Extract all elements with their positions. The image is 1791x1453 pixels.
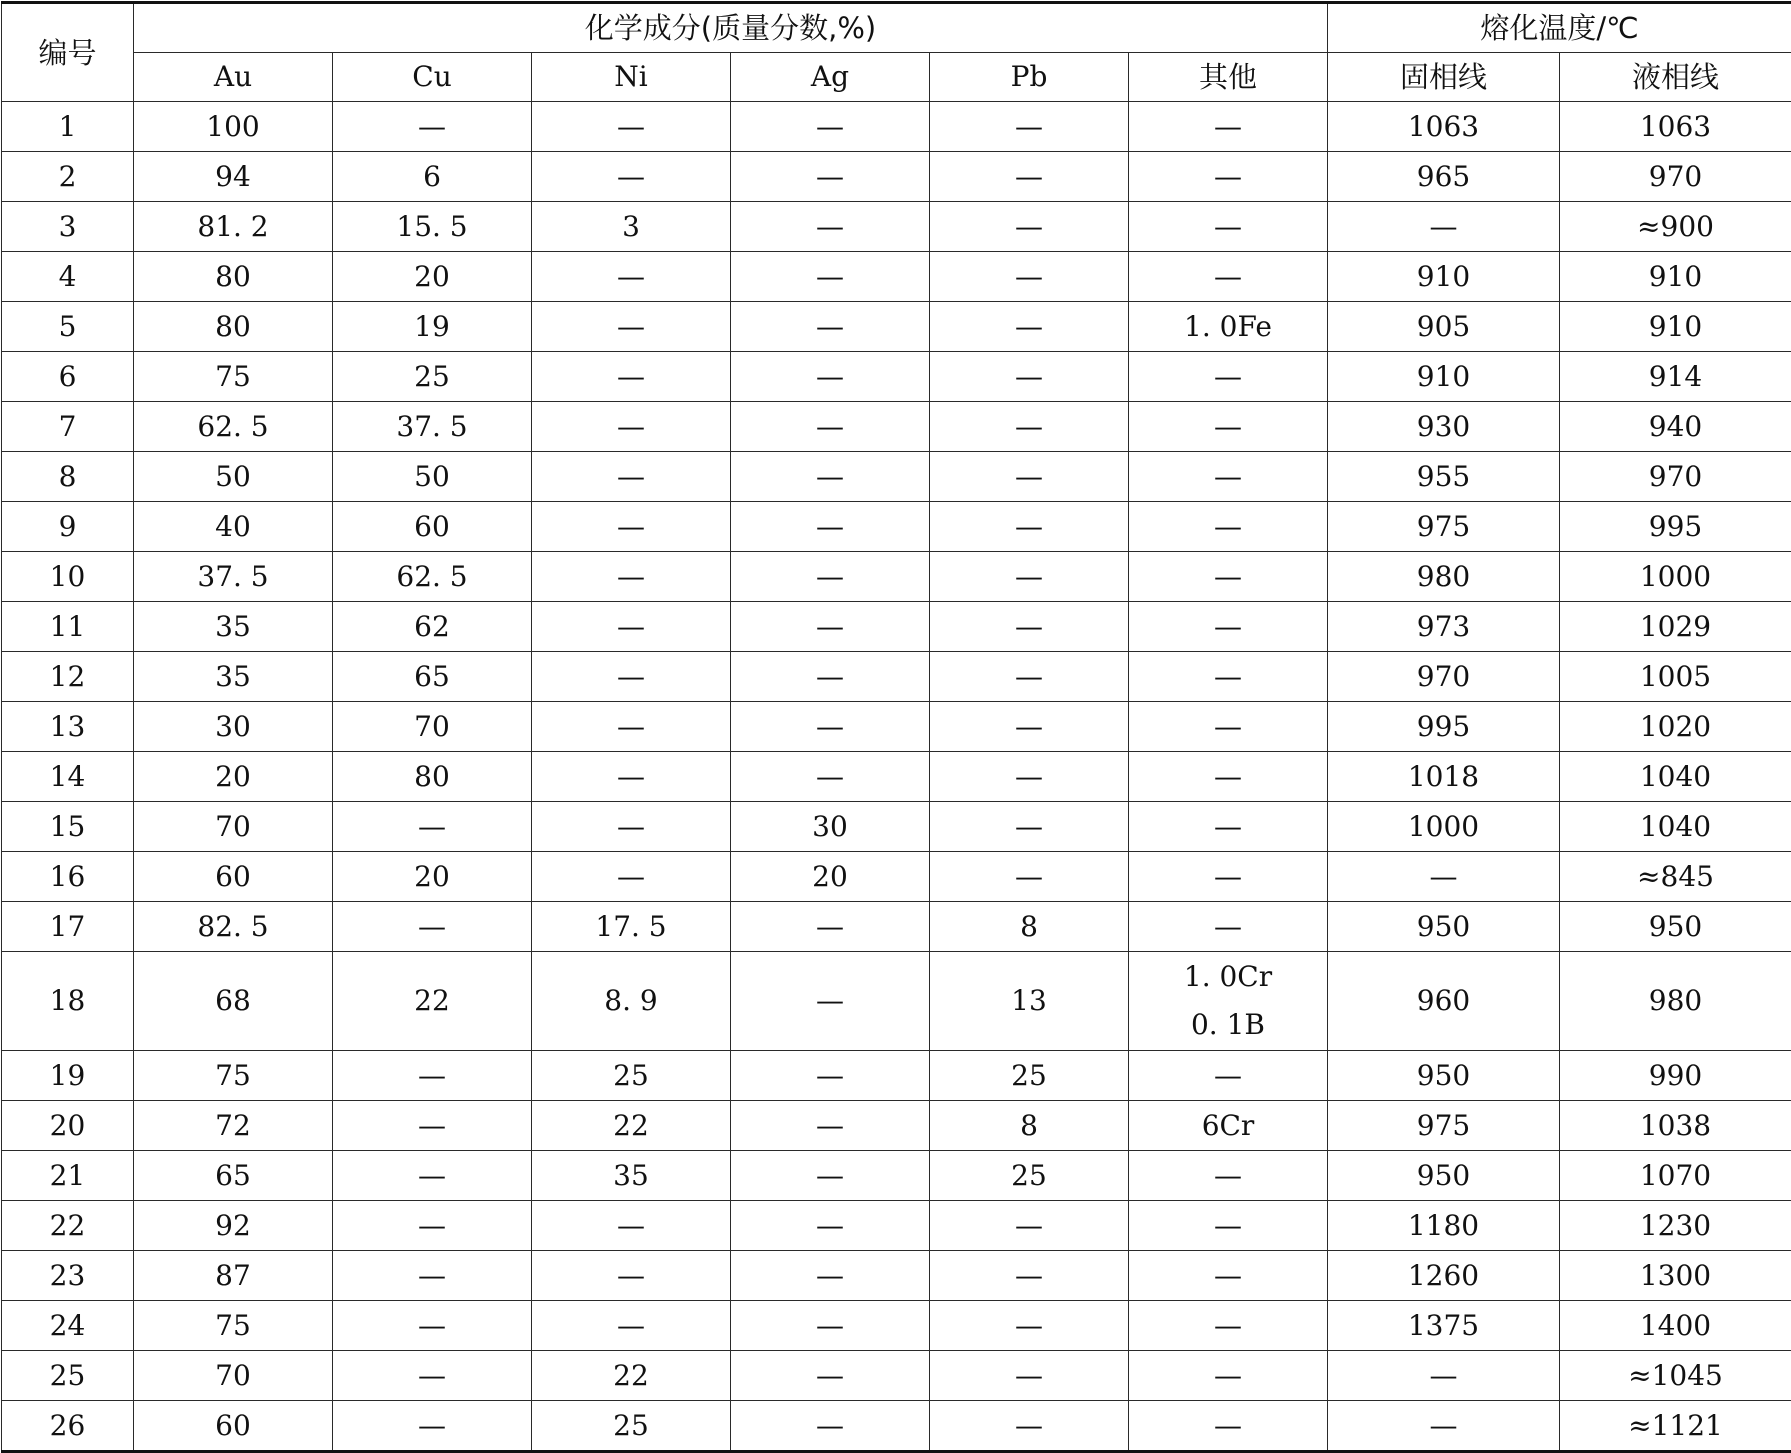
cell-ag: — [731, 752, 930, 802]
cell-liquidus: 1005 [1560, 652, 1791, 702]
header-ag: Ag [731, 53, 930, 102]
cell-number: 25 [2, 1351, 134, 1401]
cell-ni: — [532, 352, 731, 402]
table-row [2, 1401, 1791, 1452]
cell-number: 23 [2, 1251, 134, 1301]
cell-cu: — [333, 1401, 532, 1452]
cell-other [1129, 952, 1328, 1051]
cell-ag: — [731, 152, 930, 202]
table-row [2, 202, 1791, 252]
cell-other: — [1129, 102, 1328, 152]
cell-cu: — [333, 1251, 532, 1301]
cell-solidus: 960 [1328, 952, 1560, 1051]
cell-au: 100 [134, 102, 333, 152]
cell-other: — [1129, 1301, 1328, 1351]
cell-solidus: 973 [1328, 602, 1560, 652]
cell-cu: 20 [333, 252, 532, 302]
table-row [2, 902, 1791, 952]
cell-pb: — [930, 652, 1129, 702]
cell-au: 82. 5 [134, 902, 333, 952]
table-row [2, 652, 1791, 702]
cell-other: — [1129, 252, 1328, 302]
cell-other: 1. 0Fe [1129, 302, 1328, 352]
cell-number: 5 [2, 302, 134, 352]
cell-pb: — [930, 302, 1129, 352]
cell-number: 3 [2, 202, 134, 252]
cell-other: — [1129, 1051, 1328, 1101]
cell-solidus: 1260 [1328, 1251, 1560, 1301]
cell-cu: — [333, 1051, 532, 1101]
cell-ag: — [731, 352, 930, 402]
cell-number: 12 [2, 652, 134, 702]
cell-pb: — [930, 552, 1129, 602]
cell-ni: — [532, 452, 731, 502]
cell-solidus: 950 [1328, 1051, 1560, 1101]
cell-number: 11 [2, 602, 134, 652]
cell-other: — [1129, 152, 1328, 202]
table-row [2, 852, 1791, 902]
cell-pb: — [930, 1301, 1129, 1351]
cell-liquidus: 970 [1560, 152, 1791, 202]
cell-liquidus: 940 [1560, 402, 1791, 452]
cell-other: — [1129, 1401, 1328, 1452]
header-au: Au [134, 53, 333, 102]
cell-other: 6Cr [1129, 1101, 1328, 1151]
cell-ni: — [532, 602, 731, 652]
cell-liquidus: 1070 [1560, 1151, 1791, 1201]
cell-ag: — [731, 652, 930, 702]
cell-cu: — [333, 102, 532, 152]
cell-ni: — [532, 802, 731, 852]
table-row [2, 1151, 1791, 1201]
cell-cu: 15. 5 [333, 202, 532, 252]
cell-cu: 19 [333, 302, 532, 352]
cell-liquidus: 1020 [1560, 702, 1791, 752]
cell-solidus: 950 [1328, 1151, 1560, 1201]
cell-other: — [1129, 1251, 1328, 1301]
table-row [2, 502, 1791, 552]
cell-other: — [1129, 702, 1328, 752]
cell-au: 62. 5 [134, 402, 333, 452]
cell-liquidus: 1230 [1560, 1201, 1791, 1251]
table-row [2, 602, 1791, 652]
cell-au: 35 [134, 602, 333, 652]
alloy-table-container [1, 1, 1790, 1453]
cell-other: — [1129, 602, 1328, 652]
cell-cu: 25 [333, 352, 532, 402]
cell-ag: — [731, 1351, 930, 1401]
cell-ni: 17. 5 [532, 902, 731, 952]
header-liquidus: 液相线 [1560, 53, 1791, 102]
cell-pb: — [930, 252, 1129, 302]
cell-ni: — [532, 1301, 731, 1351]
cell-au: 80 [134, 252, 333, 302]
table-row [2, 802, 1791, 852]
cell-cu: 22 [333, 952, 532, 1051]
cell-ag: — [731, 1051, 930, 1101]
cell-ag: — [731, 452, 930, 502]
cell-liquidus: 1300 [1560, 1251, 1791, 1301]
cell-line: 0. 1B [1129, 1001, 1327, 1049]
cell-liquidus: 995 [1560, 502, 1791, 552]
cell-liquidus: 1038 [1560, 1101, 1791, 1151]
cell-other: — [1129, 452, 1328, 502]
table-row [2, 1101, 1791, 1151]
cell-number: 14 [2, 752, 134, 802]
cell-solidus: 995 [1328, 702, 1560, 752]
cell-pb: — [930, 802, 1129, 852]
cell-ag: — [731, 302, 930, 352]
cell-number: 8 [2, 452, 134, 502]
cell-solidus: 930 [1328, 402, 1560, 452]
cell-ag: — [731, 702, 930, 752]
cell-liquidus: 1063 [1560, 102, 1791, 152]
cell-pb: 25 [930, 1151, 1129, 1201]
cell-liquidus: 950 [1560, 902, 1791, 952]
cell-solidus: 975 [1328, 502, 1560, 552]
table-header [2, 3, 1791, 102]
cell-ag: 30 [731, 802, 930, 852]
cell-liquidus: ≈1121 [1560, 1401, 1791, 1452]
cell-cu: — [333, 1151, 532, 1201]
table-row [2, 452, 1791, 502]
cell-liquidus: 990 [1560, 1051, 1791, 1101]
cell-number: 15 [2, 802, 134, 852]
table-row [2, 1051, 1791, 1101]
cell-liquidus: ≈900 [1560, 202, 1791, 252]
cell-cu: — [333, 1101, 532, 1151]
cell-ni: — [532, 402, 731, 452]
cell-pb: — [930, 152, 1129, 202]
cell-au: 65 [134, 1151, 333, 1201]
cell-au: 70 [134, 802, 333, 852]
cell-au: 75 [134, 1051, 333, 1101]
cell-solidus: 970 [1328, 652, 1560, 702]
cell-liquidus: 910 [1560, 252, 1791, 302]
cell-ag: — [731, 102, 930, 152]
cell-ni: — [532, 1201, 731, 1251]
cell-liquidus: 910 [1560, 302, 1791, 352]
header-other: 其他 [1129, 53, 1328, 102]
cell-cu: 80 [333, 752, 532, 802]
cell-number: 4 [2, 252, 134, 302]
header-pb: Pb [930, 53, 1129, 102]
cell-ag: — [731, 902, 930, 952]
cell-liquidus: 1400 [1560, 1301, 1791, 1351]
cell-au: 72 [134, 1101, 333, 1151]
cell-solidus: 1375 [1328, 1301, 1560, 1351]
cell-number: 21 [2, 1151, 134, 1201]
cell-other: — [1129, 902, 1328, 952]
cell-pb: — [930, 502, 1129, 552]
cell-liquidus: 1000 [1560, 552, 1791, 602]
cell-ag: — [731, 252, 930, 302]
cell-other: — [1129, 1151, 1328, 1201]
cell-ni: 22 [532, 1101, 731, 1151]
cell-number: 20 [2, 1101, 134, 1151]
cell-solidus: 910 [1328, 252, 1560, 302]
cell-solidus: 950 [1328, 902, 1560, 952]
cell-au: 68 [134, 952, 333, 1051]
cell-pb: — [930, 1201, 1129, 1251]
cell-solidus: 1018 [1328, 752, 1560, 802]
cell-cu: 37. 5 [333, 402, 532, 452]
table-body [2, 102, 1791, 1452]
cell-cu: 65 [333, 652, 532, 702]
cell-au: 30 [134, 702, 333, 752]
cell-line: 1. 0Cr [1129, 953, 1327, 1001]
cell-ni: 8. 9 [532, 952, 731, 1051]
cell-solidus: 1180 [1328, 1201, 1560, 1251]
cell-other: — [1129, 402, 1328, 452]
cell-ni: — [532, 852, 731, 902]
cell-solidus: 955 [1328, 452, 1560, 502]
cell-ni: 25 [532, 1401, 731, 1452]
cell-au: 60 [134, 1401, 333, 1452]
cell-solidus: 975 [1328, 1101, 1560, 1151]
cell-other: — [1129, 652, 1328, 702]
cell-pb: — [930, 352, 1129, 402]
cell-other: — [1129, 352, 1328, 402]
cell-solidus: 980 [1328, 552, 1560, 602]
cell-liquidus: 1040 [1560, 802, 1791, 852]
cell-ag: — [731, 1251, 930, 1301]
table-row [2, 752, 1791, 802]
cell-number: 9 [2, 502, 134, 552]
cell-ag: — [731, 1201, 930, 1251]
cell-number: 18 [2, 952, 134, 1051]
cell-au: 75 [134, 1301, 333, 1351]
cell-other: — [1129, 1351, 1328, 1401]
cell-pb: — [930, 602, 1129, 652]
cell-cu: — [333, 802, 532, 852]
cell-ag: — [731, 202, 930, 252]
cell-number: 7 [2, 402, 134, 452]
cell-ag: — [731, 602, 930, 652]
cell-other: — [1129, 1201, 1328, 1251]
cell-pb: — [930, 102, 1129, 152]
cell-ni: — [532, 702, 731, 752]
cell-pb: — [930, 202, 1129, 252]
cell-ni: — [532, 502, 731, 552]
cell-pb: 8 [930, 902, 1129, 952]
table-row [2, 302, 1791, 352]
cell-cu: — [333, 1201, 532, 1251]
cell-other: — [1129, 502, 1328, 552]
cell-other: — [1129, 752, 1328, 802]
cell-cu: 70 [333, 702, 532, 752]
cell-ni: — [532, 102, 731, 152]
cell-liquidus: 1029 [1560, 602, 1791, 652]
cell-pb: — [930, 752, 1129, 802]
cell-ag: — [731, 552, 930, 602]
table-row [2, 552, 1791, 602]
table-row [2, 952, 1791, 1051]
cell-ni: 35 [532, 1151, 731, 1201]
table-row [2, 102, 1791, 152]
cell-ni: 3 [532, 202, 731, 252]
cell-other: — [1129, 552, 1328, 602]
cell-pb: — [930, 702, 1129, 752]
alloy-composition-table [1, 1, 1791, 1453]
cell-ni: — [532, 252, 731, 302]
cell-other: — [1129, 852, 1328, 902]
cell-number: 26 [2, 1401, 134, 1452]
cell-cu: 50 [333, 452, 532, 502]
cell-solidus: 910 [1328, 352, 1560, 402]
cell-solidus: — [1328, 1351, 1560, 1401]
cell-pb: — [930, 452, 1129, 502]
header-ni: Ni [532, 53, 731, 102]
cell-cu: — [333, 902, 532, 952]
header-melting-group: 熔化温度/℃ [1328, 3, 1791, 53]
cell-other: — [1129, 802, 1328, 852]
header-cu: Cu [333, 53, 532, 102]
cell-number: 24 [2, 1301, 134, 1351]
cell-cu: 62. 5 [333, 552, 532, 602]
header-solidus: 固相线 [1328, 53, 1560, 102]
cell-number: 22 [2, 1201, 134, 1251]
cell-au: 40 [134, 502, 333, 552]
cell-au: 87 [134, 1251, 333, 1301]
cell-cu: 60 [333, 502, 532, 552]
cell-number: 17 [2, 902, 134, 952]
table-row [2, 352, 1791, 402]
cell-pb: 13 [930, 952, 1129, 1051]
cell-ni: — [532, 652, 731, 702]
cell-ag: — [731, 402, 930, 452]
table-row [2, 1301, 1791, 1351]
cell-cu: 20 [333, 852, 532, 902]
cell-ag: 20 [731, 852, 930, 902]
cell-au: 37. 5 [134, 552, 333, 602]
cell-liquidus: 1040 [1560, 752, 1791, 802]
cell-number: 1 [2, 102, 134, 152]
cell-au: 75 [134, 352, 333, 402]
cell-au: 60 [134, 852, 333, 902]
cell-au: 35 [134, 652, 333, 702]
cell-number: 16 [2, 852, 134, 902]
cell-pb: — [930, 852, 1129, 902]
table-row [2, 252, 1791, 302]
cell-cu: — [333, 1301, 532, 1351]
cell-ag: — [731, 952, 930, 1051]
cell-ag: — [731, 502, 930, 552]
cell-number: 19 [2, 1051, 134, 1101]
cell-ni: — [532, 152, 731, 202]
cell-liquidus: ≈1045 [1560, 1351, 1791, 1401]
cell-pb: — [930, 1401, 1129, 1452]
cell-ni: 25 [532, 1051, 731, 1101]
cell-pb: — [930, 1251, 1129, 1301]
cell-cu: — [333, 1351, 532, 1401]
cell-au: 50 [134, 452, 333, 502]
cell-liquidus: 980 [1560, 952, 1791, 1051]
table-row [2, 402, 1791, 452]
cell-ag: — [731, 1301, 930, 1351]
cell-au: 92 [134, 1201, 333, 1251]
cell-pb: — [930, 1351, 1129, 1401]
cell-ag: — [731, 1101, 930, 1151]
cell-solidus: 965 [1328, 152, 1560, 202]
cell-cu: 6 [333, 152, 532, 202]
cell-au: 94 [134, 152, 333, 202]
cell-ni: — [532, 1251, 731, 1301]
cell-ni: — [532, 302, 731, 352]
header-composition-group: 化学成分(质量分数,%) [134, 3, 1328, 53]
cell-solidus: 905 [1328, 302, 1560, 352]
cell-solidus: — [1328, 1401, 1560, 1452]
cell-solidus: 1063 [1328, 102, 1560, 152]
table-row [2, 152, 1791, 202]
cell-liquidus: 914 [1560, 352, 1791, 402]
cell-pb: 8 [930, 1101, 1129, 1151]
cell-solidus: 1000 [1328, 802, 1560, 852]
cell-ag: — [731, 1151, 930, 1201]
cell-au: 80 [134, 302, 333, 352]
cell-solidus: — [1328, 852, 1560, 902]
table-row [2, 1251, 1791, 1301]
cell-cu: 62 [333, 602, 532, 652]
cell-liquidus: 970 [1560, 452, 1791, 502]
cell-number: 6 [2, 352, 134, 402]
cell-ag: — [731, 1401, 930, 1452]
cell-ni: — [532, 752, 731, 802]
cell-ni: 22 [532, 1351, 731, 1401]
cell-liquidus: ≈845 [1560, 852, 1791, 902]
cell-pb: 25 [930, 1051, 1129, 1101]
cell-ni: — [532, 552, 731, 602]
table-row [2, 702, 1791, 752]
table-row [2, 1351, 1791, 1401]
cell-number: 13 [2, 702, 134, 752]
table-row [2, 1201, 1791, 1251]
cell-au: 70 [134, 1351, 333, 1401]
cell-number: 10 [2, 552, 134, 602]
cell-other: — [1129, 202, 1328, 252]
cell-au: 81. 2 [134, 202, 333, 252]
header-number: 编号 [2, 3, 134, 102]
cell-number: 2 [2, 152, 134, 202]
cell-au: 20 [134, 752, 333, 802]
cell-pb: — [930, 402, 1129, 452]
cell-solidus: — [1328, 202, 1560, 252]
